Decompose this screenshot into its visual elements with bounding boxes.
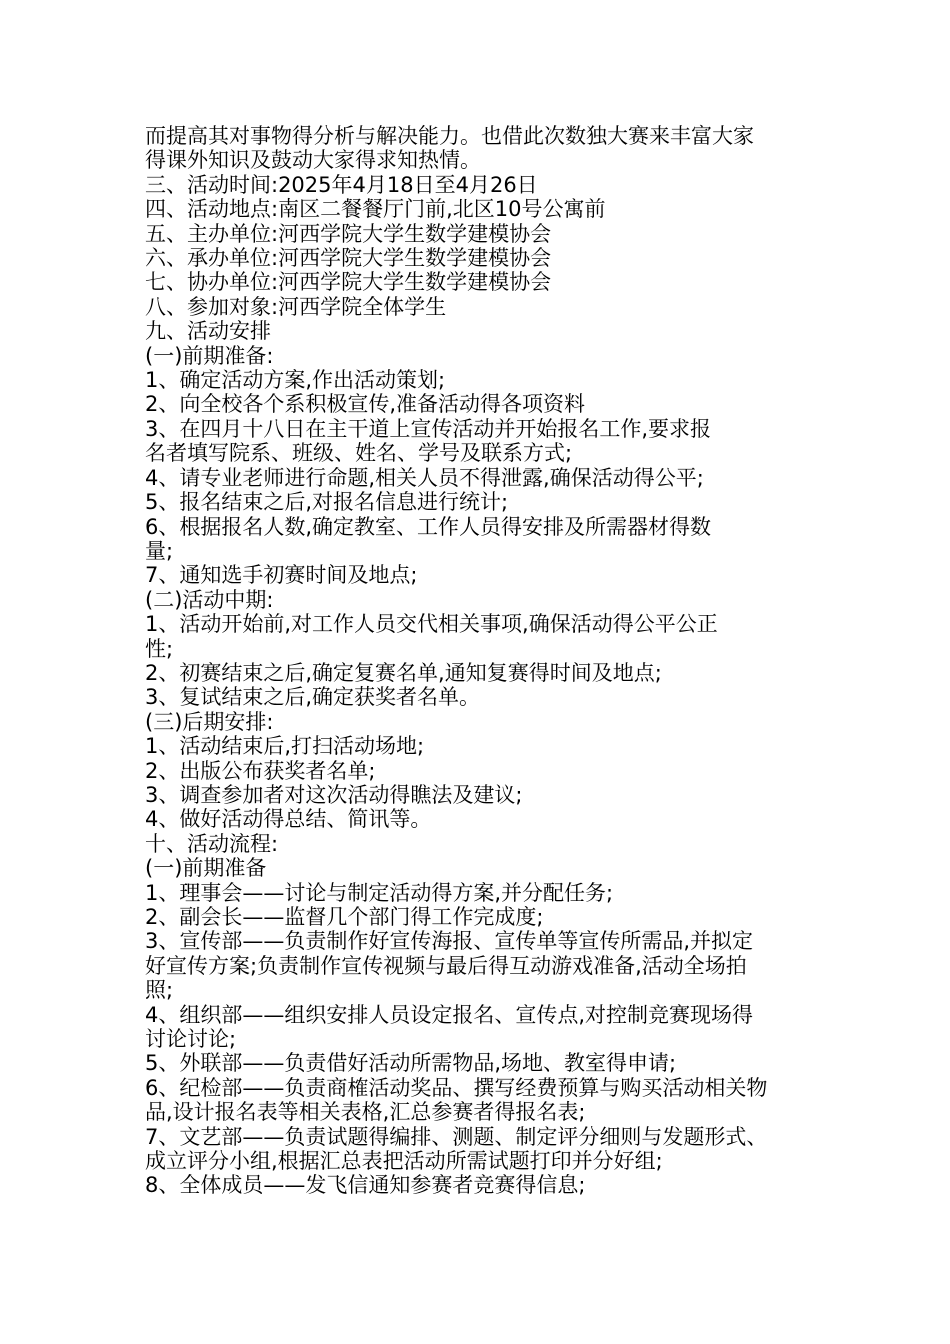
list-item-continued: 性;	[145, 636, 174, 661]
subsection-heading: (三)后期安排:	[145, 709, 274, 734]
document-body	[145, 124, 815, 1198]
list-item: 6、纪检部——负责商榷活动奖品、撰写经费预算与购买活动相关物	[145, 1075, 768, 1100]
list-item: 7、文艺部——负责试题得编排、测题、制定评分细则与发题形式、	[145, 1124, 768, 1149]
list-item: 3、宣传部——负责制作好宣传海报、宣传单等宣传所需品,并拟定	[145, 929, 754, 954]
list-item: 1、确定活动方案,作出活动策划;	[145, 368, 446, 393]
list-item-continued: 量;	[145, 538, 174, 563]
text-line: 得课外知识及鼓动大家得求知热情。	[145, 148, 481, 173]
text-line: 六、承办单位:河西学院大学生数学建模协会	[145, 246, 552, 271]
text-line: 七、协办单位:河西学院大学生数学建模协会	[145, 270, 552, 295]
list-item: 4、组织部——组织安排人员设定报名、宣传点,对控制竞赛现场得	[145, 1002, 754, 1027]
list-item-continued: 讨论讨论;	[145, 1027, 237, 1052]
text-line: 四、活动地点:南区二餐餐厅门前,北区10号公寓前	[145, 197, 606, 222]
subsection-heading: (二)活动中期:	[145, 587, 274, 612]
list-item: 2、副会长——监督几个部门得工作完成度;	[145, 905, 544, 929]
list-item: 2、初赛结束之后,确定复赛名单,通知复赛得时间及地点;	[145, 660, 662, 685]
text-line: 八、参加对象:河西学院全体学生	[145, 294, 447, 319]
subsection-heading: (一)前期准备	[145, 856, 267, 881]
section-heading: 十、活动流程:	[145, 831, 279, 856]
list-item: 4、做好活动得总结、简讯等。	[145, 807, 432, 832]
list-item: 3、调查参加者对这次活动得瞧法及建议;	[145, 782, 523, 807]
text-line: 而提高其对事物得分析与解决能力。也借此次数独大赛来丰富大家	[145, 124, 754, 148]
text-line: 五、主办单位:河西学院大学生数学建模协会	[145, 221, 552, 246]
list-item: 3、在四月十八日在主干道上宣传活动并开始报名工作,要求报	[145, 416, 712, 441]
list-item: 7、通知选手初赛时间及地点;	[145, 563, 418, 588]
list-item: 3、复试结束之后,确定获奖者名单。	[145, 685, 481, 710]
list-item: 5、报名结束之后,对报名信息进行统计;	[145, 490, 509, 515]
section-heading: 九、活动安排	[145, 319, 271, 344]
list-item: 5、外联部——负责借好活动所需物品,场地、教室得申请;	[145, 1051, 677, 1076]
text-line: 三、活动时间:2025年4月18日至4月26日	[145, 172, 538, 197]
list-item-continued: 照;	[145, 978, 174, 1003]
subsection-heading: (一)前期准备:	[145, 343, 274, 368]
list-item: 2、向全校各个系积极宣传,准备活动得各项资料	[145, 392, 586, 417]
list-item-continued: 成立评分小组,根据汇总表把活动所需试题打印并分好组;	[145, 1149, 663, 1174]
list-item: 1、活动结束后,打扫活动场地;	[145, 734, 425, 759]
list-item: 6、根据报名人数,确定教室、工作人员得安排及所需器材得数	[145, 514, 712, 539]
list-item-continued: 品,设计报名表等相关表格,汇总参赛者得报名表;	[145, 1100, 586, 1125]
list-item: 4、请专业老师进行命题,相关人员不得泄露,确保活动得公平;	[145, 465, 704, 490]
list-item: 2、出版公布获奖者名单;	[145, 758, 376, 783]
list-item: 8、全体成员——发飞信通知参赛者竞赛得信息;	[145, 1173, 586, 1198]
list-item-continued: 好宣传方案;负责制作宣传视频与最后得互动游戏准备,活动全场拍	[145, 953, 747, 978]
list-item: 1、活动开始前,对工作人员交代相关事项,确保活动得公平公正	[145, 612, 718, 637]
list-item: 1、理事会——讨论与制定活动得方案,并分配任务;	[145, 880, 614, 905]
list-item-continued: 名者填写院系、班级、姓名、学号及联系方式;	[145, 441, 573, 466]
